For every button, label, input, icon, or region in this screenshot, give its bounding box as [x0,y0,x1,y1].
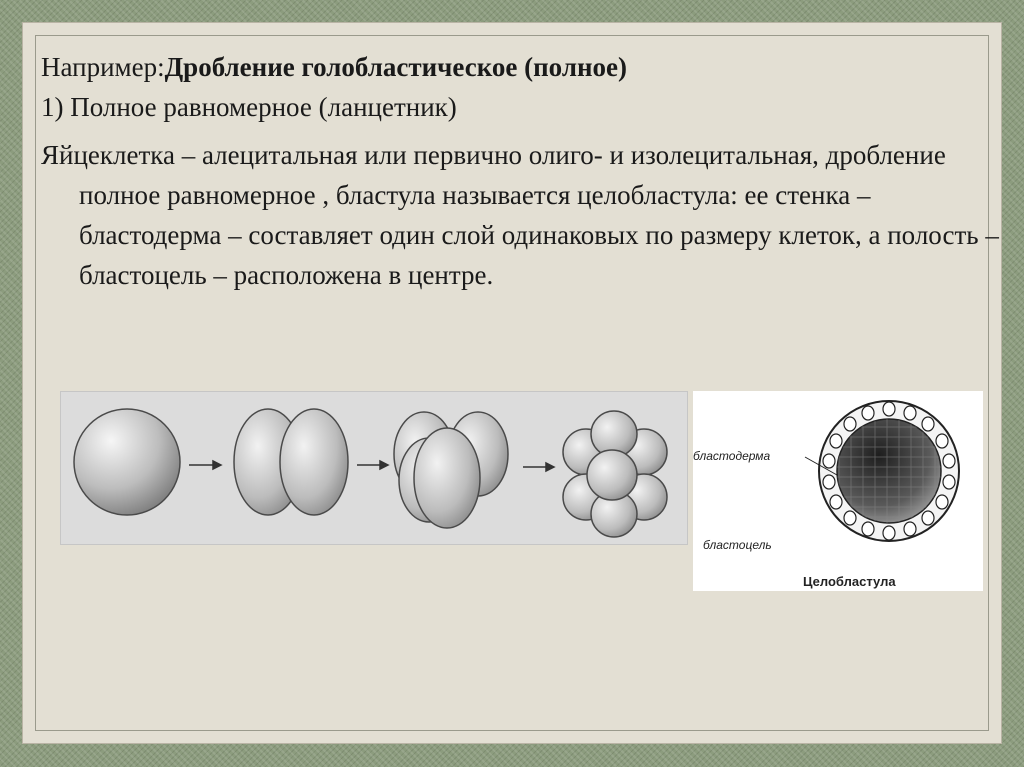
stage-2-two-cells [234,409,348,515]
arrow-1 [189,461,221,469]
heading-title: Дробление голобластическое (полное) [164,52,627,82]
stage-3-four-cells [394,412,508,528]
coeloblastula-figure [693,391,983,591]
arrow-2 [357,461,388,469]
label-pointer-lines [693,391,983,591]
arrow-3 [523,463,554,471]
text-block [41,47,1001,295]
stage-1-egg [74,409,180,515]
heading-line [41,47,1001,87]
description-paragraph: Яйцеклетка – алецитальная или первично олиго- и изолецитальная, дробление полное равномерное , бластула называется целобластула: ее стенка – бластодерма – составляет один слой одинаковых по размеру клеток, а полость – бластоцель – расположена в центре. [41,140,999,290]
subheading: 1) Полное равномерное (ланцетник) [41,92,457,122]
cleavage-stages-drawing [61,392,687,544]
label-blastoderm: бластодерма [693,449,771,463]
heading-prefix: Например: [41,52,165,82]
figure-caption: Целобластула [803,574,896,589]
label-blastocoel: бластоцель [703,538,772,552]
cleavage-stages-image [60,391,688,545]
slide [22,22,1002,744]
stage-4-eight-cells [563,411,667,537]
